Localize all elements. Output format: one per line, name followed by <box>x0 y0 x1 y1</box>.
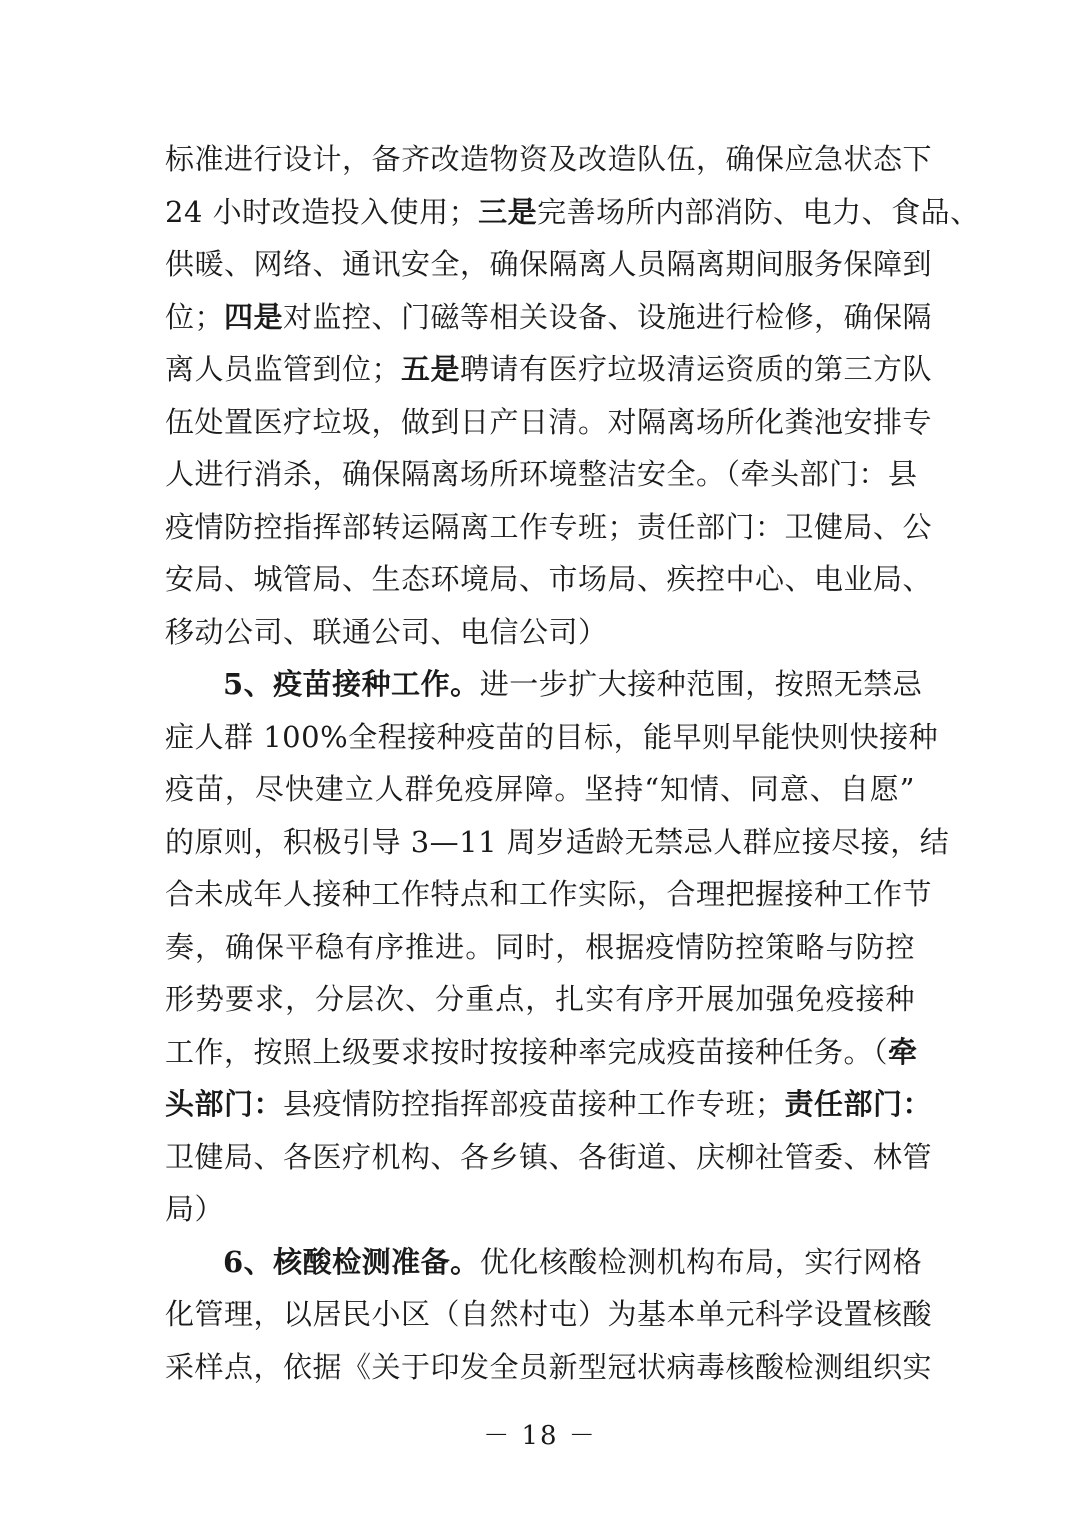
text-segment: 进一步扩大接种范围，按照无禁忌 <box>479 667 923 701</box>
text-line <box>165 868 933 921</box>
text-line <box>165 1078 933 1131</box>
text-segment: 24 小时改造投入使用； <box>165 194 479 229</box>
text-line <box>165 291 933 344</box>
text-segment: 人进行消杀，确保隔离场所环境整洁安全。（牵头部门：县 <box>165 457 918 491</box>
text-line <box>165 711 939 764</box>
bold-text-segment: 6、核酸检测准备。 <box>223 1244 480 1279</box>
text-line <box>165 1183 915 1236</box>
text-segment: 症人群 100%全程接种疫苗的目标，能早则早能快则快接种 <box>165 719 939 754</box>
text-line <box>165 763 915 816</box>
bold-text-segment: 头部门： <box>165 1087 284 1121</box>
text-line <box>165 396 933 449</box>
text-segment: 位； <box>165 299 225 334</box>
text-segment: 安局、城管局、生态环境局、市场局、疾控中心、电业局、 <box>165 562 933 596</box>
bold-text-segment: 四是 <box>224 299 284 334</box>
text-segment: 对监控、门磁等相关设备、设施进行检修，确保隔 <box>283 299 933 334</box>
text-segment: 的原则，积极引导 3—11 周岁适龄无禁忌人群应接尽接，结 <box>165 824 950 859</box>
text-line <box>165 186 980 239</box>
text-segment: 卫健局、各医疗机构、各乡镇、各街道、庆柳社管委、林管 <box>165 1139 933 1174</box>
text-segment: 优化核酸检测机构布局，实行网格 <box>479 1244 923 1279</box>
bold-text-segment: 责任部门： <box>784 1087 933 1121</box>
text-segment: 形势要求，分层次、分重点，扎实有序开展加强免疫接种 <box>165 982 915 1016</box>
text-segment: 疫苗，尽快建立人群免疫屏障。坚持“知情、同意、自愿” <box>165 772 915 806</box>
text-line <box>165 238 933 291</box>
text-line <box>165 606 915 659</box>
text-line <box>165 343 933 396</box>
text-line <box>165 816 950 869</box>
bold-text-segment: 牵 <box>888 1034 918 1069</box>
text-line <box>165 1026 918 1079</box>
text-line <box>165 1236 923 1289</box>
text-line <box>165 973 915 1026</box>
text-segment: 伍处置医疗垃圾，做到日产日清。对隔离场所化粪池安排专 <box>165 404 933 439</box>
text-segment: 化管理，以居民小区（自然村屯）为基本单元科学设置核酸 <box>165 1297 933 1331</box>
body-text <box>165 133 980 1393</box>
text-segment: 疫情防控指挥部转运隔离工作专班；责任部门：卫健局、公 <box>165 509 933 544</box>
bold-text-segment: 5、疫苗接种工作。 <box>223 667 480 701</box>
text-segment: 局） <box>165 1192 225 1226</box>
text-segment: 供暖、网络、通讯安全，确保隔离人员隔离期间服务保障到 <box>165 247 933 281</box>
text-segment: 县疫情防控指挥部疫苗接种工作专班； <box>283 1087 785 1121</box>
text-segment: 采样点，依据《关于印发全员新型冠状病毒核酸检测组织实 <box>165 1349 933 1384</box>
text-line <box>165 501 933 554</box>
text-line <box>165 1131 933 1184</box>
text-segment: 聘请有医疗垃圾清运资质的第三方队 <box>460 352 933 386</box>
page-number: － 18 － <box>483 1421 597 1451</box>
bold-text-segment: 五是 <box>401 352 461 386</box>
text-line <box>165 1341 933 1394</box>
text-line <box>165 448 918 501</box>
text-segment: 标准进行设计，备齐改造物资及改造队伍，确保应急状态下 <box>165 142 933 176</box>
text-segment: 离人员监管到位； <box>165 352 402 386</box>
text-segment: 合未成年人接种工作特点和工作实际，合理把握接种工作节 <box>165 877 933 911</box>
text-line <box>165 553 933 606</box>
text-segment: 工作，按照上级要求按时按接种率完成疫苗接种任务。（ <box>165 1034 889 1069</box>
text-line <box>165 1288 933 1341</box>
text-line <box>165 921 915 974</box>
text-line <box>165 133 933 186</box>
text-segment: 奏，确保平稳有序推进。同时，根据疫情防控策略与防控 <box>165 929 915 964</box>
text-line <box>165 658 923 711</box>
text-segment: 完善场所内部消防、电力、食品、 <box>537 194 980 229</box>
text-segment: 移动公司、联通公司、电信公司） <box>165 614 608 649</box>
bold-text-segment: 三是 <box>478 194 538 229</box>
